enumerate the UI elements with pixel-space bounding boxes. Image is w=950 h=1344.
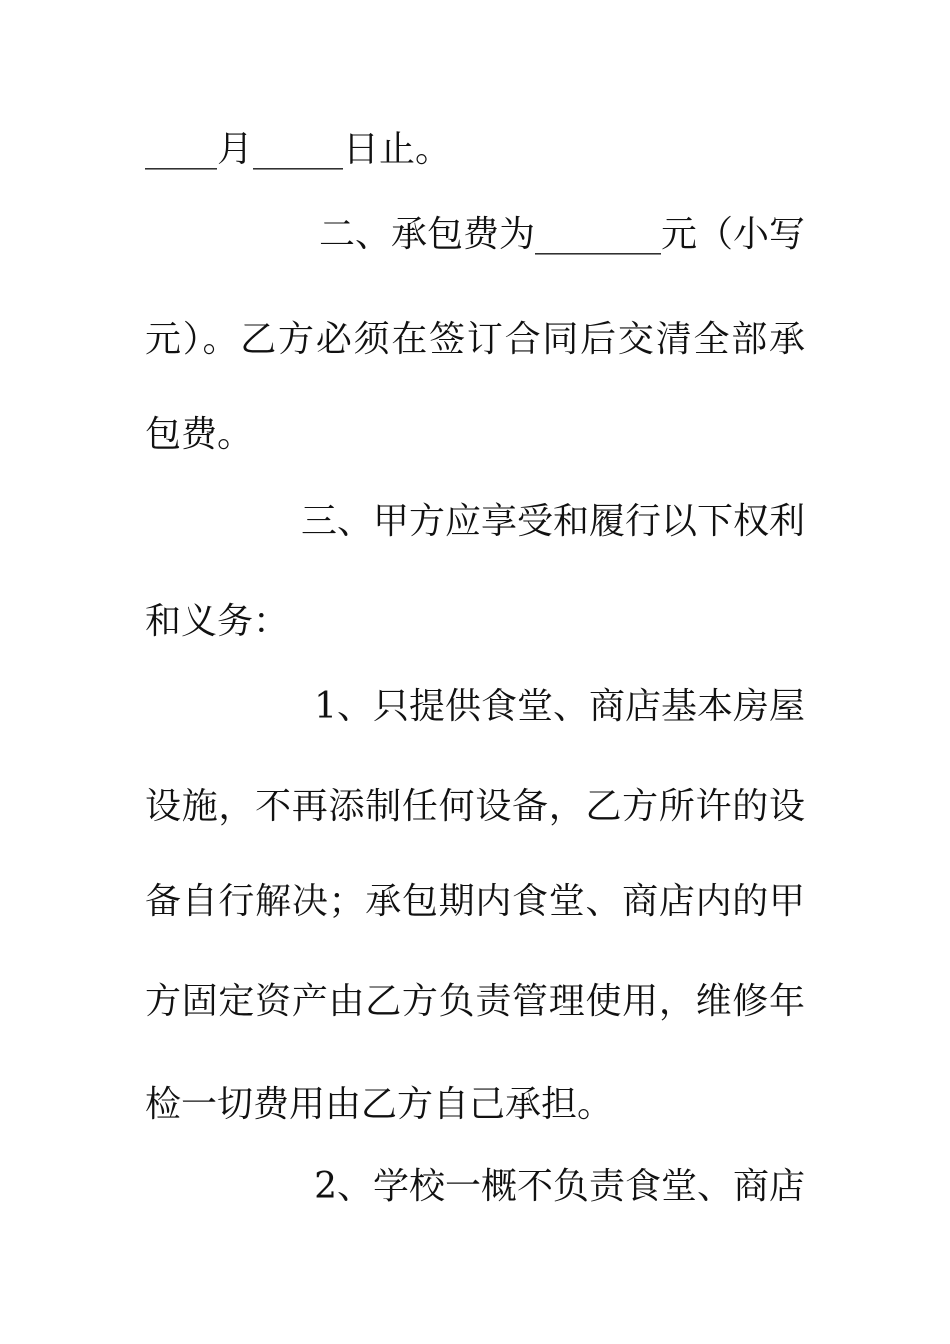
text-line-item-1-start: 1、只提供食堂、商店基本房屋 — [314, 686, 805, 727]
text-line-item-1-line-2: 设施，不再添制任何设备，乙方所许的设 — [145, 786, 805, 827]
text-line-fee-detail: 元）。乙方必须在签订合同后交清全部承 — [145, 319, 805, 360]
text-line-fee-end: 包费。 — [145, 414, 254, 455]
text-line-item-2-start: 2、学校一概不负责食堂、商店 — [314, 1166, 805, 1207]
text-line-party-a-heading-end: 和义务： — [145, 601, 290, 642]
text-line-item-1-end: 检一切费用由乙方自己承担。 — [145, 1084, 614, 1125]
text-line-party-a-heading: 三、甲方应享受和履行以下权利 — [300, 501, 805, 542]
text-line-fee-heading: 二、承包费为_______元（小写 — [318, 214, 805, 255]
text-line-item-1-line-3: 备自行解决；承包期内食堂、商店内的甲 — [145, 881, 805, 922]
text-line-item-1-line-4: 方固定资产由乙方负责管理使用，维修年 — [145, 981, 805, 1022]
text-line-date-end: ____月_____日止。 — [145, 129, 452, 170]
